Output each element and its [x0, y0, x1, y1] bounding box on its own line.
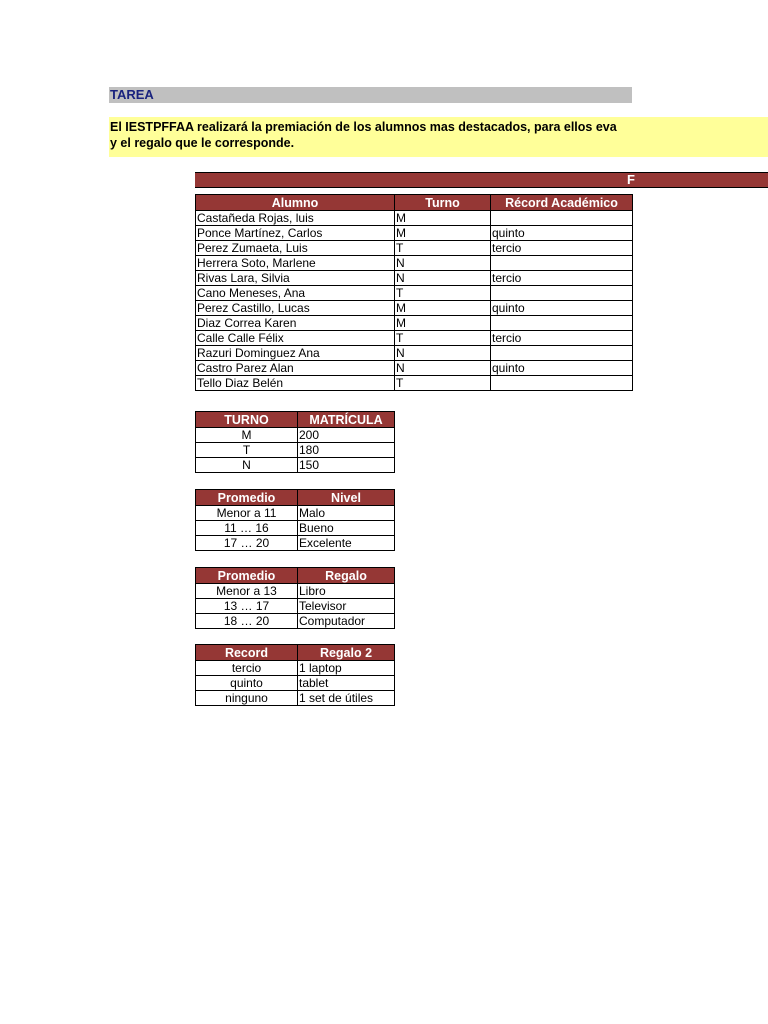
turno-cell: N — [395, 256, 491, 271]
table-row — [196, 241, 633, 256]
column-header-matricula: MATRÍCULA — [298, 412, 395, 428]
nivel-cell: Malo — [298, 506, 395, 521]
table-row — [196, 458, 395, 473]
turno-cell: N — [395, 346, 491, 361]
students-header-row — [196, 195, 633, 211]
students-table — [195, 194, 633, 391]
turno-cell: M — [395, 226, 491, 241]
column-header-regalo: Regalo — [298, 568, 395, 584]
record-cell — [491, 286, 633, 301]
column-header-turno: TURNO — [196, 412, 298, 428]
table-row — [196, 691, 395, 706]
sheet-title: TAREA — [109, 87, 632, 103]
table-row — [196, 301, 633, 316]
table-row — [196, 428, 395, 443]
table-row — [196, 614, 395, 629]
student-name-cell: Castañeda Rojas, luis — [196, 211, 395, 226]
turno-cell: T — [395, 331, 491, 346]
regalo-table — [195, 567, 395, 629]
regalo-2-cell: tablet — [298, 676, 395, 691]
regalo-header-row — [196, 568, 395, 584]
table-banner — [195, 172, 768, 188]
regalo-2-cell: 1 laptop — [298, 661, 395, 676]
instructions-box — [109, 117, 768, 157]
table-row — [196, 661, 395, 676]
turno-cell: T — [395, 376, 491, 391]
banner-text: F — [627, 172, 635, 187]
turno-cell: M — [395, 301, 491, 316]
promedio-cell: 11 … 16 — [196, 521, 298, 536]
nivel-cell: Excelente — [298, 536, 395, 551]
table-row — [196, 361, 633, 376]
student-name-cell: Castro Parez Alan — [196, 361, 395, 376]
table-row — [196, 331, 633, 346]
regalo-2-cell: 1 set de útiles — [298, 691, 395, 706]
turno-cell: N — [196, 458, 298, 473]
turno-cell: T — [395, 241, 491, 256]
turno-cell: N — [395, 361, 491, 376]
record-cell: tercio — [491, 271, 633, 286]
record-cell: tercio — [491, 331, 633, 346]
record-cell: ninguno — [196, 691, 298, 706]
table-row — [196, 599, 395, 614]
record-cell: quinto — [491, 301, 633, 316]
promedio-cell: 17 … 20 — [196, 536, 298, 551]
student-name-cell: Perez Zumaeta, Luis — [196, 241, 395, 256]
column-header-turno: Turno — [395, 195, 491, 211]
record-cell: tercio — [491, 241, 633, 256]
table-row — [196, 346, 633, 361]
instructions-line-1: El IESTPFFAA realizará la premiación de los alumnos mas destacados, para ellos eva — [110, 120, 617, 134]
table-row — [196, 521, 395, 536]
record-cell: quinto — [196, 676, 298, 691]
promedio-cell: Menor a 11 — [196, 506, 298, 521]
regalo-cell: Computador — [298, 614, 395, 629]
student-name-cell: Ponce Martínez, Carlos — [196, 226, 395, 241]
column-header-record: Récord Académico — [491, 195, 633, 211]
regalo2-table — [195, 644, 395, 706]
instructions-line-2: y el regalo que le corresponde. — [110, 136, 295, 150]
record-cell: quinto — [491, 226, 633, 241]
nivel-cell: Bueno — [298, 521, 395, 536]
student-name-cell: Diaz Correa Karen — [196, 316, 395, 331]
table-row — [196, 536, 395, 551]
column-header-record: Record — [196, 645, 298, 661]
record-cell: tercio — [196, 661, 298, 676]
turno-cell: M — [395, 316, 491, 331]
matricula-header-row — [196, 412, 395, 428]
student-name-cell: Razuri Dominguez Ana — [196, 346, 395, 361]
student-name-cell: Rivas Lara, Silvia — [196, 271, 395, 286]
regalo2-header-row — [196, 645, 395, 661]
column-header-nivel: Nivel — [298, 490, 395, 506]
record-cell — [491, 376, 633, 391]
promedio-cell: Menor a 13 — [196, 584, 298, 599]
promedio-cell: 13 … 17 — [196, 599, 298, 614]
table-row — [196, 584, 395, 599]
turno-cell: T — [196, 443, 298, 458]
table-row — [196, 443, 395, 458]
column-header-alumno: Alumno — [196, 195, 395, 211]
table-row — [196, 271, 633, 286]
record-cell — [491, 211, 633, 226]
table-row — [196, 316, 633, 331]
nivel-header-row — [196, 490, 395, 506]
turno-cell: N — [395, 271, 491, 286]
nivel-table — [195, 489, 395, 551]
matricula-cell: 200 — [298, 428, 395, 443]
table-row — [196, 256, 633, 271]
matricula-cell: 180 — [298, 443, 395, 458]
record-cell — [491, 256, 633, 271]
promedio-cell: 18 … 20 — [196, 614, 298, 629]
table-row — [196, 376, 633, 391]
matricula-table — [195, 411, 395, 473]
turno-cell: M — [395, 211, 491, 226]
column-header-promedio: Promedio — [196, 490, 298, 506]
student-name-cell: Herrera Soto, Marlene — [196, 256, 395, 271]
matricula-cell: 150 — [298, 458, 395, 473]
table-row — [196, 506, 395, 521]
record-cell: quinto — [491, 361, 633, 376]
turno-cell: T — [395, 286, 491, 301]
table-row — [196, 676, 395, 691]
table-row — [196, 286, 633, 301]
record-cell — [491, 346, 633, 361]
student-name-cell: Calle Calle Félix — [196, 331, 395, 346]
regalo-cell: Televisor — [298, 599, 395, 614]
regalo-cell: Libro — [298, 584, 395, 599]
record-cell — [491, 316, 633, 331]
column-header-promedio: Promedio — [196, 568, 298, 584]
turno-cell: M — [196, 428, 298, 443]
table-row — [196, 226, 633, 241]
student-name-cell: Perez Castillo, Lucas — [196, 301, 395, 316]
column-header-regalo-2: Regalo 2 — [298, 645, 395, 661]
table-row — [196, 211, 633, 226]
student-name-cell: Cano Meneses, Ana — [196, 286, 395, 301]
student-name-cell: Tello Diaz Belén — [196, 376, 395, 391]
